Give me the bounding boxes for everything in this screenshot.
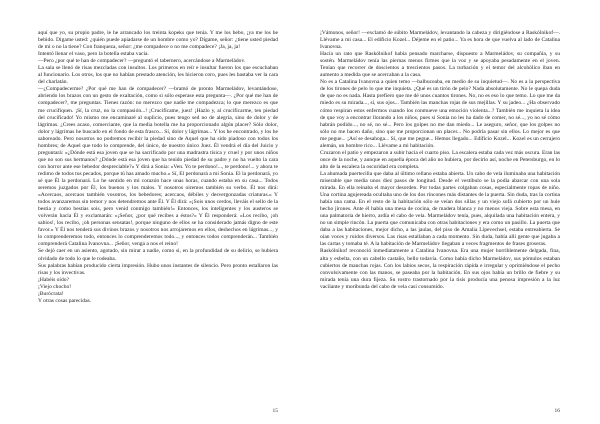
page-number: 15 — [272, 408, 278, 414]
paragraph: —Pero ¿por qué te han de compadecer? —preguntó el tabernero, acercándose a Marmeládov. — [38, 58, 246, 65]
paragraph: Y otras cosas parecidas. — [38, 297, 92, 304]
paragraph: ¡Vámonos, señor! —exclamó de súbito Marmeládov, levantando la cabeza y dirigiéndose a Raskólnikof—. Llévame a mi casa... El edificio Kozel... Déjeme en el patio... Ya es hora de que vuelva al lado de Catalina Ivanovna. — [320, 30, 560, 51]
paragraph: Se dejó caer en un asiento, agotado, sin mirar a nadie, como si, en la profundidad de su delirio, se hubiera olvidado de todo lo que le rodeaba. — [38, 248, 278, 262]
paragraph: aquí que yo, su propio padre, le he arrancado los treinta kopeks que tenía. Y me los bebo, ¡ya me los he bebido. Digame usted: ¿quién puede apiadarse de un hombre como yo? Dígame, señor: ¿tiene usted piedad de mí o no la tiene? Con franqueza, señor: ¿me compadece o no me compadece? ¡Ja, ja, ja! — [38, 30, 278, 51]
paragraph: La ahumada puertecilla que daba al último rellano estaba abierta. Un cabo de vela iluminaba una habitación miserable que medía unos diez pasos de longitud. Desde el vestíbulo se la podía abarcar con una sola mirada. En ella reinaba el mayor desorden. Por todas partes colgaban cosas, especialmente ropas de niño. Una cortina agujereada ocultaba uno de los dos rincones más distantes de la puerta. Sin duda, tras la cortina había una cama. En el resto de la habitación sólo se veían dos sillas y un viejo sofá cubierto por un hule hecho jirones. Ante él había una mesa de cocina, de madera blanca y no menos vieja. Sobre esta mesa, en una palmatoria de hierro, ardía el cabo de vela. Marmeládov tenía, pues, alquilada una habitación entera, y no un simple rincón. La puerta que comunicaba con otras habitaciones y era como un pasillo. La puerta que daba a las habitaciones, mejor dicho, a las jaulas, del piso de Amalia Lipevechsel, estaba entreabierta. Se oían voces y ruidos diversos. Las risas estallaban a cada momento. Sin duda, había allí gente que jugaba a las cartas y tomaba té. A la habitación de Marmeládov llegaban a veces fragmentos de frases groseras. — [320, 170, 560, 248]
left-page-text — [38, 30, 278, 305]
paragraph: No es a Catalina Ivanovna a quien temo —balbuceaba, en medio de su inquietud—. No es a la perspectiva de los tirones de pelo lo que me inquieta. ¿Qué es un tirón de pelo? Nada absolutamente. No le quepa duda de que no es nada. Hasta prefiero que me dé unos cuantos tirones. No, no es eso lo que temo. Lo que me da miedo es su mirada..., sí, sus ojos... También las manchas rojas de sus mejillas. Y su jadeo... ¿Ha observado cómo respiran estos enfermos cuando los conmueve una emoción violenta...? También me inquieta la idea de que voy a encontrar llorando a los niños, pues si Sonia no les ha dado de comer, no sé..., yo no sé cómo habrán podido..., no sé, no sé... Pero los golpes no me dan miedo... Le aseguro, señor, que los golpes no sólo no me hacen daño, sino que me proporcionan un placer... No podría pasar sin ellos. Lo mejor es que me pegue... ¡Así se desahoga... Sí, que me pegue... Hemos llegado... Edificio Kozel... Kozel es un cerrajero alemán, un hombre rico... Llévame a mi habitación. — [320, 79, 560, 149]
paragraph: Cruzaron el patio y empezaron a subir hacia el cuarto piso. La escalera estaba cada vez más oscura. Eran las once de la noche, y aunque en aquella época del año no hubiera, por decirlo así, noche en Petersburgo, en lo alto de la escalera la oscuridad era completa. — [320, 149, 560, 170]
paragraph: La sala se llenó de risas mezcladas con insultos. Los primeros en reír e insultar fueron los que escuchaban al funcionario. Los otros, los que no habían prestado atención, les hicieron coro, pues les bastaba ver la cara del charlatán. — [38, 65, 278, 86]
page-number: 16 — [554, 408, 560, 414]
paragraph: ¡Burócrata! — [38, 290, 64, 297]
paragraph: ¡Viejo chocho! — [38, 283, 72, 290]
right-page — [300, 0, 600, 424]
paragraph: Sus palabras habían producido cierta impresión. Hubo unos instantes de silencio. Pero pronto estallaron las risas y los invectivas. — [38, 262, 278, 276]
paragraph: ¡Habéis oído? — [38, 276, 69, 283]
paragraph: Intentó llenar el vaso, pero la botella estaba vacía. — [38, 51, 149, 58]
paragraph: Raskólnikof reconoció inmediatamente a Catalina Ivanovna. Era una mujer horriblemente delgada, fina, alta y esbelta, con un cabello castaño, bello todavía. Como había dicho Marmeládov, sus pómulos estaban cubiertos de manchas rojas. Con los labios secos, la respiración rápida e irregular y oprimiéndose el pecho convulsivamente con las manos, se paseaba por la habitación. En sus ojos había un brillo de fiebre y su mirada tenía una dura fijeza. Su rostro trastornado por la tisis producía una penosa impresión a la luz vacilante y moribunda del cabo de vela casi consumido. — [320, 248, 560, 290]
paragraph: Hacía un rato que Raskólnikof había pensado marcharse, dispuesto a Marmeládov, su compañía, y su sostén. Marmeládov tenía las piernas menos firmes que la voz y se apoyaba pesadamente en el joven. Tenían que recorrer de doscientos a trescientos pasos. La turbación y el temor del alcohólico iban en aumento a medida que se acercaban a la casa. — [320, 51, 560, 79]
right-page-text — [320, 30, 560, 291]
paragraph: —¿Compadecerme? ¿Por qué me han de compadecer? —bramó de pronto Marmeládov, levantándose, abriendo los brazos con un gesto de exaltación, como si sólo esperase esta pregunta—. ¿Por qué me han de compadecer?, me preguntas. Tienes razón: no merezco que nadie me compadezca; lo que merezco es que me crucifiquen. ¡Sí, la cruz, no la compasión...! ¡Crucifícame, juez! ¡Hazlo y, al crucificarme, ten piedad del crucificado! Yo mismo me encaminaré al suplicio, pues tengo sed no de alegría, sino de dolor y de lágrimas. ¿Crees acaso, comerciante, que la media botella me ha proporcionado algún placer? Sólo dolor, dolor y lágrimas he buscado en el fondo de esta frasco... Sí, dolor y lágrimas... Y los he encontrado, y los he saboreado. Pero nosotros no podremos recibir la piedad sino de Aquel que ha sido piadoso con todos los hombres; de Aquel que todo lo comprende, del único, de nuestro único Juez. Él vendrá el día del Juicio y preguntará: «¿Dónde está esa joven que se ha sacrificado por una madrastra tísica y cruel y por unos niños que no son sus hermanos? ¿Dónde está esa joven que ha tenido piedad de su padre y no ha vuelto la cara con horror ante ese bebedor despreciable?» Y dirá a Sonia: «Ven. Yo te perdono!..., te perdono!... y ahora te redimo de todos tus pecados, porque tú has amado mucho.» Sí, El perdonará a mi Sonia. El la perdonará, yo sé que Él la perdonará. Lo he sentido en mi corazón hace unas horas, cuando estaba en su casa... Todos seremos juzgados por Él, los buenos y los malos. Y nosotros oiremos también su verbo. Él nos dirá: «Acercaos, acercaos también vosotros, los bebedores; acercaos, débiles y desvergonzadas criaturas.» Y todos avanzaremos sin temor y nos detendremos ante Él. Y Él dirá: «¡Sois unos cerdos, lleváis el sello de la bestia y como bestias sois, pero venid conmigo también!» Entonces, los inteligentes y los austeros se volverán hacia Él y exclamarán: «¡Señor, ¿por qué recibes a éstos?» Y Él responderá: «Los recibo, ¡oh sabios!, los recibo, ¡oh personas sensatas!, porque ninguno de ellos se ha considerado jamás digno de este favor.» Y Él nos tenderá sus divinos brazos y nosotros nos arrojaremos en ellos, deshechos en lágrimas..., y lo comprenderemos todo, entonces lo comprenderemos todo..., y entonces todos comprenderán... También comprenderá Catalina Ivanovna... ¡Señor, venga a nos el reino! — [38, 86, 278, 248]
